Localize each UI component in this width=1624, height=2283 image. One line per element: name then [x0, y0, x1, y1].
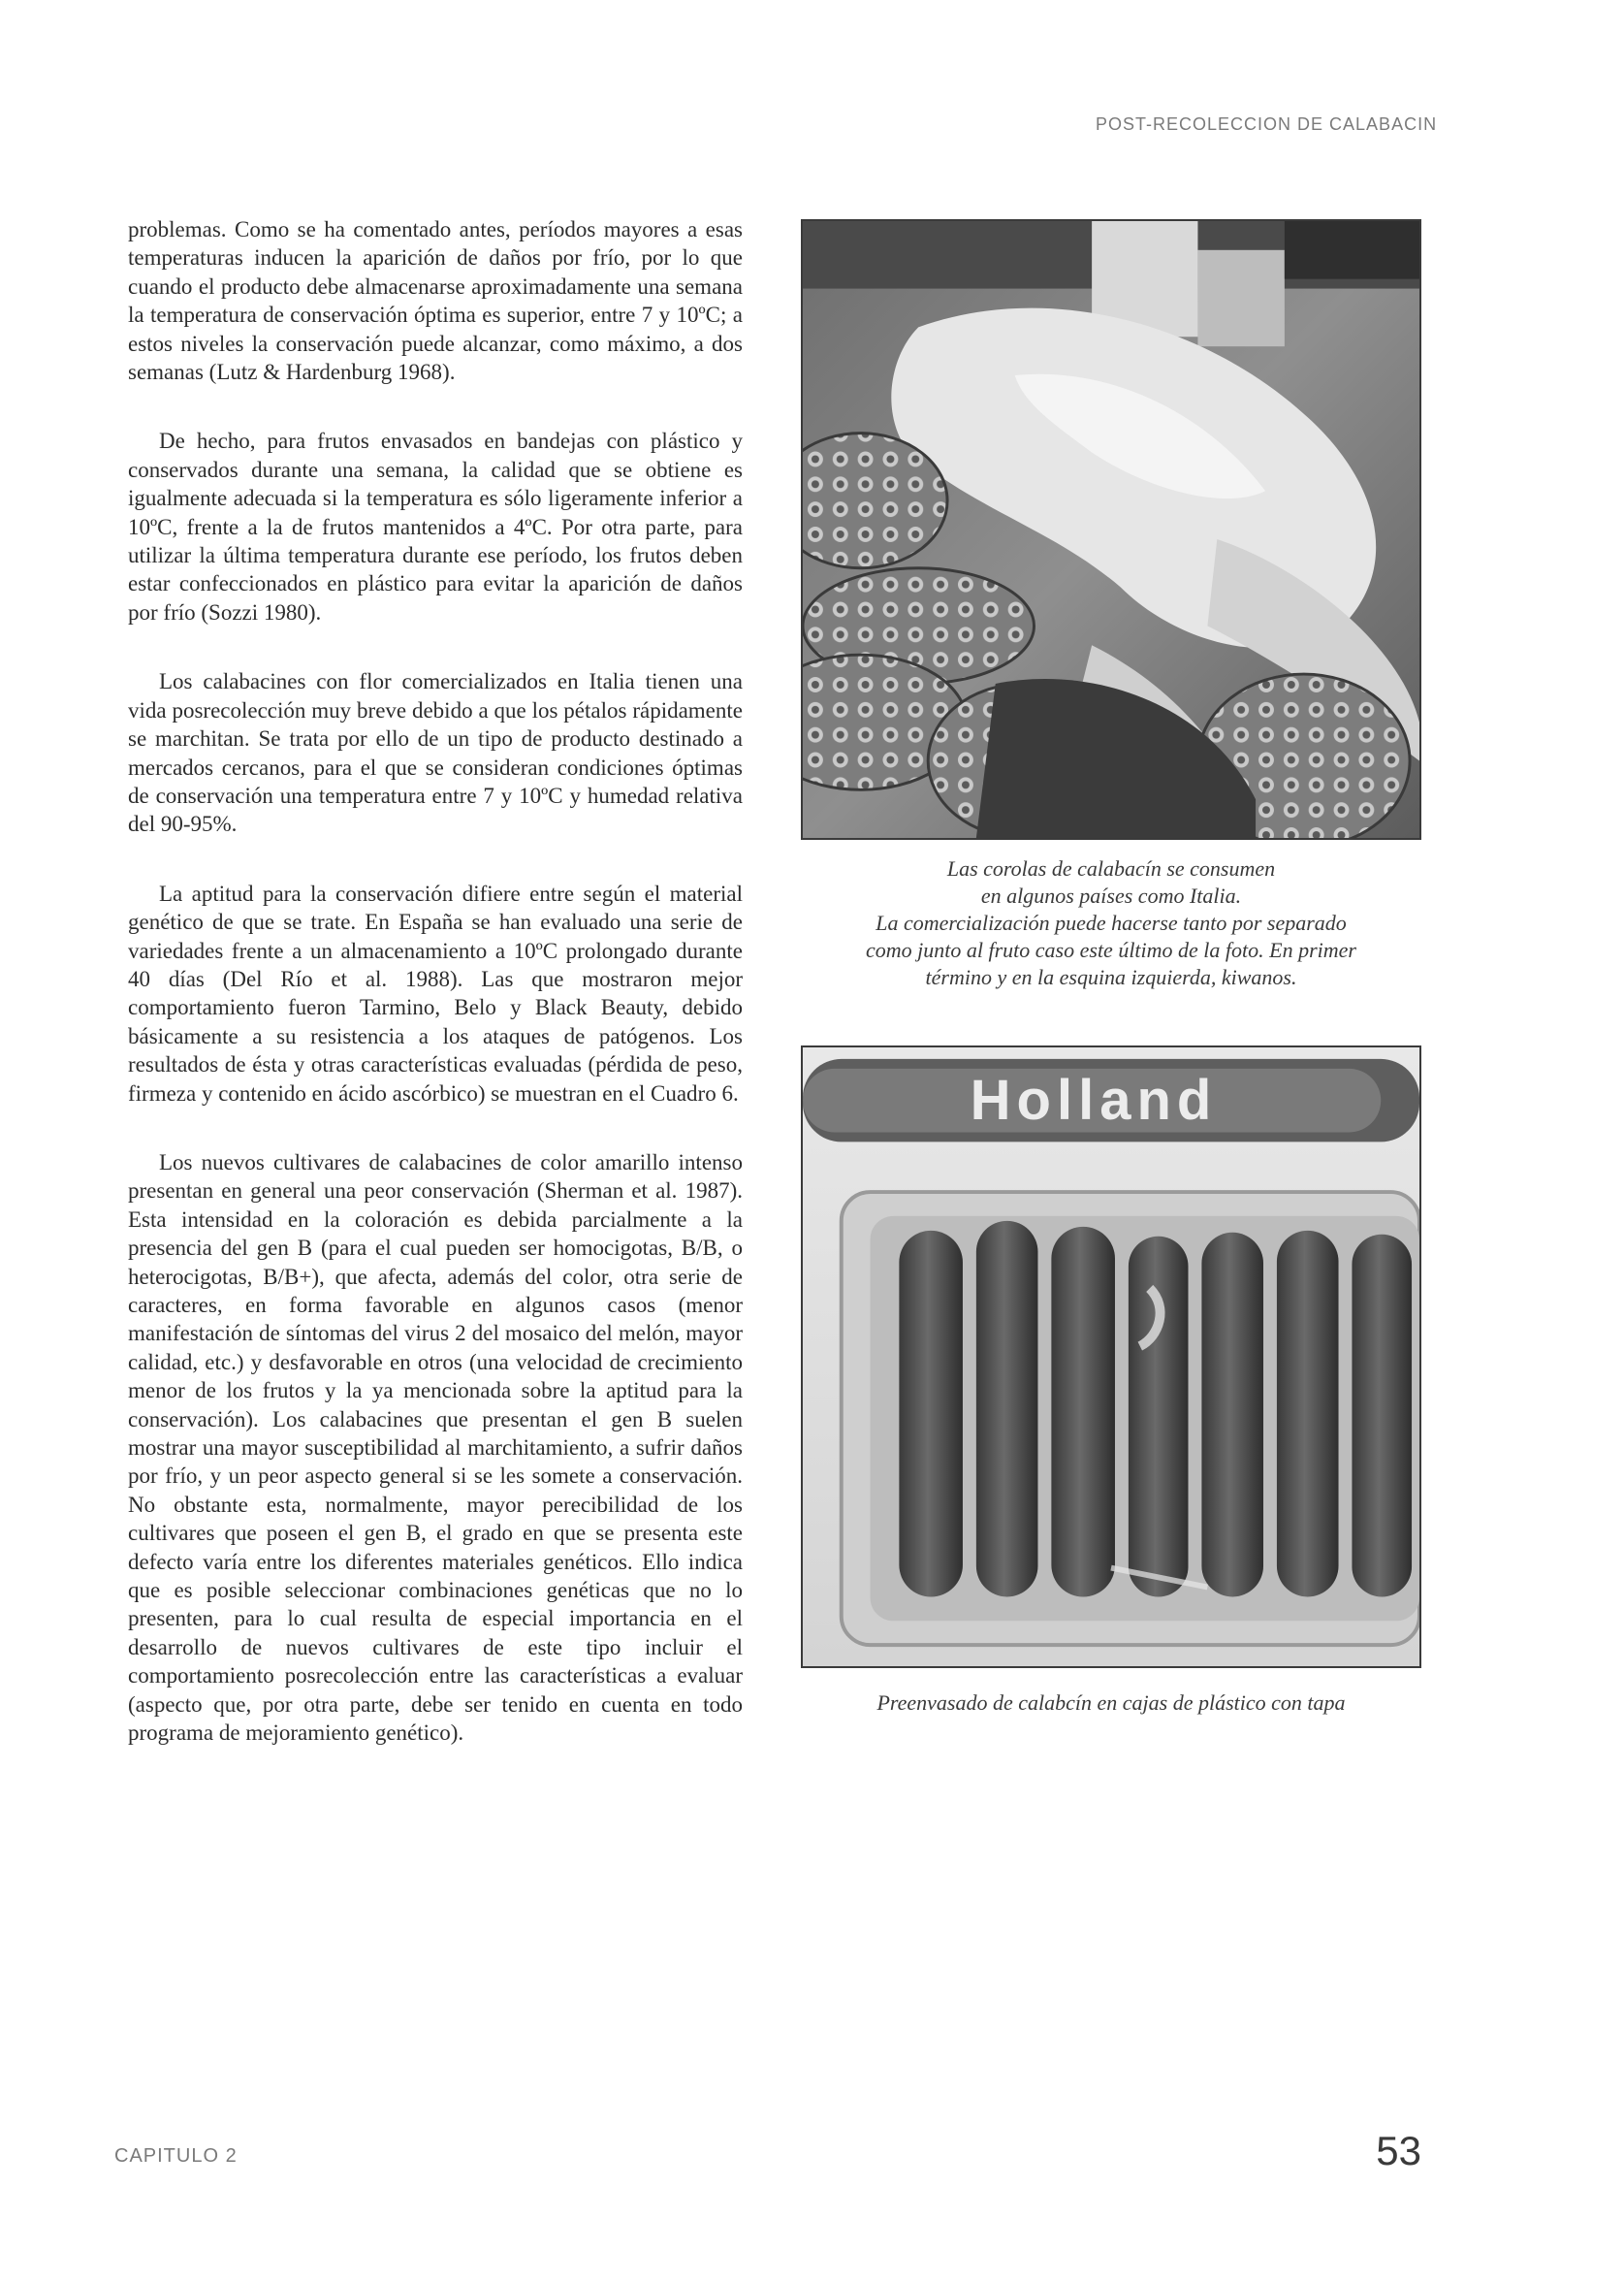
photo-packaged-zucchini	[801, 1045, 1421, 1668]
body-paragraph: problemas. Como se ha comentado antes, períodos mayores a esas temperaturas inducen la aparición de daños por frío, por lo que cuando el producto debe almacenarse aproximadamente una semana la temperatura de conservación óptima es superior, entre 7 y 10ºC; a estos niveles la conservación puede alcanzar, como máximo, a dos semanas (Lutz & Hardenburg 1968).	[128, 217, 743, 385]
photo-label-holland: Holland	[970, 1069, 1218, 1132]
caption-line: como junto al fruto caso este último de la foto. En primer	[866, 938, 1356, 962]
caption-line: La comercialización puede hacerse tanto por separado	[876, 911, 1347, 935]
body-text-column	[128, 215, 743, 1788]
body-paragraph: Los nuevos cultivares de calabacines de color amarillo intenso presentan en general una peor conservación (Sherman et al. 1987). Esta intensidad en la coloración es debida parcialmente a la presencia del gen B (para el cual pueden ser homocigotas, B/B, o heterocigotas, B/B+), que afecta, además del color, otra serie de caracteres, en forma favorable en algunos casos (menor manifestación de síntomas del virus 2 del mosaico del melón, mayor calidad, etc.) y desfavorable en otros (una velocidad de crecimiento menor de los frutos y la ya mencionada sobre la aptitud para la conservación). Los calabacines que presentan el gen B suelen mostrar una mayor susceptibilidad al marchitamiento, a sufrir daños por frío, y un peor aspecto general si se les somete a conservación. No obstante esta, normalmente, mayor perecibilidad de los cultivares que poseen el gen B, el grado en que se presenta este defecto varía entre los diferentes materiales genéticos. Ello indica que es posible seleccionar combinaciones genéticas que no lo presenten, para lo cual resulta de especial importancia en el desarrollo de nuevos cultivares de este tipo incluir el comportamiento posrecolección entre las características a evaluar (aspecto que, por otra parte, debe ser tenido en cuenta en todo programa de mejoramiento genético).	[128, 1149, 743, 1746]
figure-caption	[801, 855, 1421, 991]
figure-caption	[801, 1689, 1421, 1717]
footer-chapter: CAPITULO 2	[114, 2145, 238, 2167]
caption-line: Las corolas de calabacín se consumen	[946, 856, 1276, 881]
caption-line: en algunos países como Italia.	[980, 884, 1242, 908]
page-number: 53	[1376, 2128, 1421, 2173]
figure-flowers	[801, 219, 1421, 991]
body-paragraph: La aptitud para la conservación difiere entre según el material genético de que se trate. En España se han evaluado una serie de variedades frente a un almacenamiento a 10ºC prolongado durante 40 días (Del Río et al. 1988). Las que mostraron mejor comportamiento fueron Tarmino, Belo y Black Beauty, debido básicamente a su resistencia a los ataques de patógenos. Los resultados de ésta y otras características evaluadas (pérdida de peso, firmeza y contenido en ácido ascórbico) se muestran en el Cuadro 6.	[128, 881, 743, 1106]
caption-line: término y en la esquina izquierda, kiwanos.	[925, 965, 1297, 989]
photo-zucchini-flowers-kiwanos	[801, 219, 1421, 840]
caption-line: Preenvasado de calabcín en cajas de plástico con tapa	[876, 1690, 1346, 1715]
body-paragraph: De hecho, para frutos envasados en bandejas con plástico y conservados durante una semana, la calidad que se obtiene es igualmente adecuada si la temperatura es sólo ligeramente inferior a 10ºC, frente a la de frutos mantenidos a 4ºC. Por otra parte, para utilizar la última temperatura durante ese período, los frutos deben estar confeccionados en plástico para evitar la aparición de daños por frío (Sozzi 1980).	[128, 429, 743, 625]
body-paragraph: Los calabacines con flor comercializados en Italia tienen una vida posrecolección muy breve debido a que los pétalos rápidamente se marchitan. Se trata por ello de un tipo de producto destinado a mercados cercanos, para el que se consideran condiciones óptimas de conservación una temperatura entre 7 y 10ºC y humedad relativa del 90-95%.	[128, 669, 743, 837]
running-header: POST-RECOLECCION DE CALABACIN	[1096, 114, 1438, 134]
figure-packaged-zucchini	[801, 1045, 1421, 1717]
